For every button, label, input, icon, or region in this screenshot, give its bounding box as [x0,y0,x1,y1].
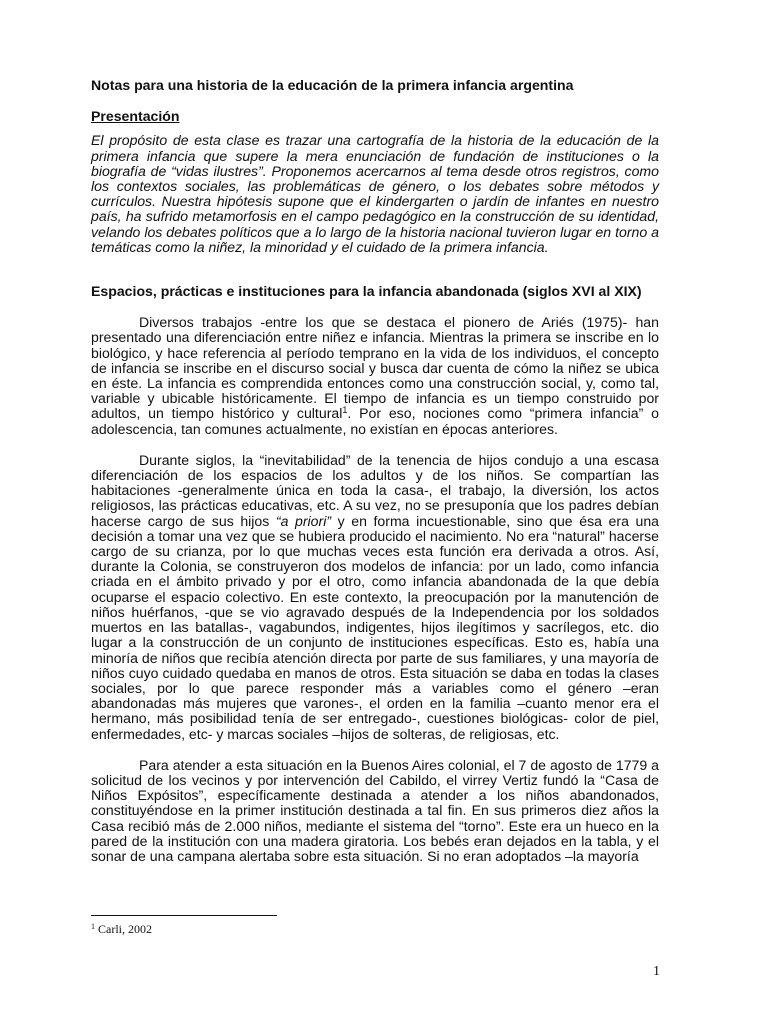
document-title: Notas para una historia de la educación de la primera infancia argentina [91,77,574,93]
footnote-text: Carli, 2002 [95,922,152,936]
body-paragraph-1 [91,315,659,437]
paragraph-text: Diversos trabajos -entre los que se destaca el pionero de Ariés (1975)- han presentado una diferenciación entre niñez e infancia. Mientras la primera se inscribe en lo biológico, y hace referencia al período temprano en la vida de los individuos, el concepto de infancia se inscribe en el discurso social y busca dar cuenta de cómo la niñez se ubica en éste. La infancia es comprendida entonces como una construcción social, y, como tal, variable y ubicable históricamente. El tiempo de infancia es un tiempo construido por adultos, un tiempo histórico y cultural [91,314,659,422]
italic-phrase: “a priori” [275,512,332,529]
footnote-number: 1 [91,922,95,931]
intro-paragraph: El propósito de esta clase es trazar una cartografía de la historia de la educación de la primera infancia que supere la mera enunciación de fundación de instituciones o la biografía de “vidas ilustres”. Proponemos acercarnos al tema desde otros registros, como los contextos sociales, las problemáticas de género, o los debates sobre métodos y currículos. Nuestra hipótesis supone que el kindergarten o jardín de infantes en nuestro país, ha sufrido metamorfosis en el campo pedagógico en la construcción de su identidad, velando los debates políticos que a lo largo de la historia nacional tuvieron lugar en torno a temáticas como la niñez, la minoridad y el cuidado de la primera infancia. [91,132,659,255]
footnote-reference: 1 [342,405,348,416]
section-heading-espacios: Espacios, prácticas e instituciones para la infancia abandonada (siglos XVI al XIX) [91,283,642,300]
paragraph-text: y en forma incuestionable, sino que ésa era una decisión a tomar una vez que se hubiera producido el nacimiento. No era “natural” hacerse cargo de su crianza, por lo que muchas veces esta función era derivada a otros. Así, durante la Colonia, se construyeron dos modelos de infancia: por un lado, como infancia criada en el ámbito privado y por el otro, como infancia abandonada de la que debía ocuparse el espacio colectivo. En este contexto, la preocupación por la manutención de niños huérfanos, -que se vio agravado después de la Independencia por los soldados muertos en las batallas-, vagabundos, indigentes, hijos ilegítimos y sacrílegos, etc. dio lugar a la construcción de un conjunto de instituciones específicas. Esto es, había una minoría de niños que recibía atención directa por parte de sus familiares, y una mayoría de niños cuyo cuidado quedaba en manos de otros. Esta situación se daba en todas la clases sociales, por lo que parece responder más a variables como el género –eran abandonadas más mujeres que varones-, el orden en la familia –cuanto menor era el hermano, más posibilidad tenía de ser entregado-, cuestiones biológicas- color de piel, enfermedades, etc- y marcas sociales –hijos de solteras, de religiosas, etc. [91,512,659,742]
page-number: 1 [653,964,660,979]
footnote-separator [91,915,277,916]
section-heading-presentacion: Presentación [91,108,180,125]
footnote [91,922,152,936]
paragraph-text: . Por eso, nociones como “primera infancia” o adolescencia, tan comunes actualmente, no existían en épocas anteriores. [91,405,659,437]
paragraph-text: Durante siglos, la “inevitabilidad” de la tenencia de hijos condujo a una escasa diferenciación de los espacios de los adultos y de los niños. Se compartían las habitaciones -generalmente única en toda la casa-, el trabajo, la diversión, los actos religiosos, las prácticas educativas, etc. A su vez, no se presuponía que los padres debían hacerse cargo de sus hijos [91,451,659,529]
document-page [91,78,659,880]
body-paragraph-2 [91,453,659,742]
body-paragraph-3: Para atender a esta situación en la Buenos Aires colonial, el 7 de agosto de 1779 a solicitud de los vecinos y por intervención del Cabildo, el virrey Vertiz fundó la “Casa de Niños Expósitos”, específicamente destinada a atender a los niños abandonados, constituyéndose en la primer institución destinada a tal fin. En sus primeros diez años la Casa recibió más de 2.000 niños, mediante el sistema del “torno”. Este era un hueco en la pared de la institución con una madera giratoria. Los bebés eran dejados en la tabla, y el sonar de una campana alertaba sobre esta situación. Si no eran adoptados –la mayoría [91,756,659,864]
